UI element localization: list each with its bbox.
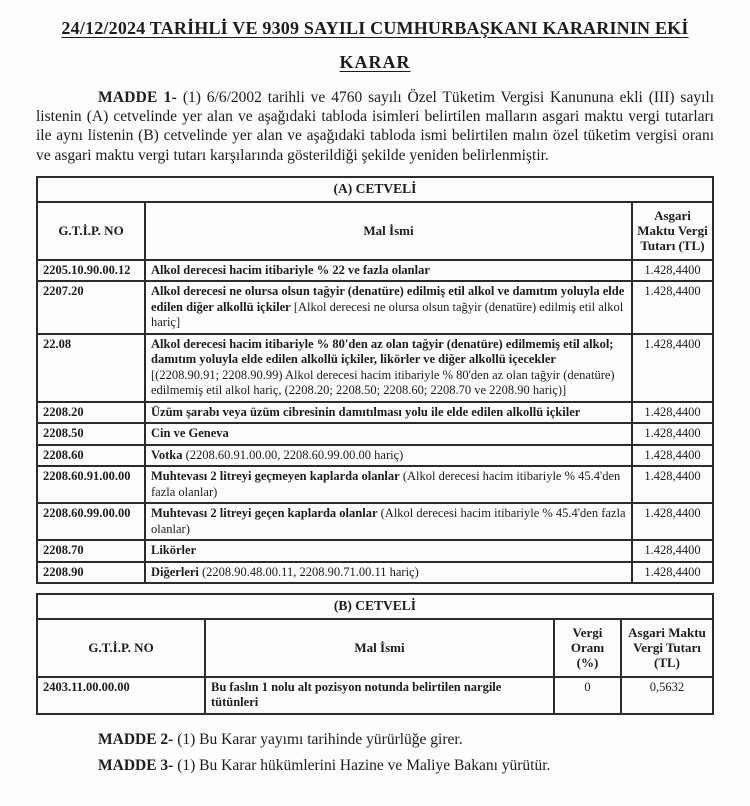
madde-3-label: MADDE 3- bbox=[98, 756, 174, 774]
mal-ismi-note: (Alkol derecesi hacim itibariyle % 45.4'den fazla olanlar) bbox=[151, 469, 621, 499]
mal-ismi-note: [Alkol derecesi ne olursa olsun tağyir (denatüre) edilmiş etil alkol hariç] bbox=[151, 299, 624, 330]
tutar-cell: 1.428,4400 bbox=[632, 466, 713, 503]
tutar-cell: 1.428,4400 bbox=[632, 334, 713, 402]
column-header-tutar-b: Asgari Maktu Vergi Tutarı (TL) bbox=[621, 619, 713, 677]
madde-2-paragraph bbox=[98, 728, 714, 752]
tutar-cell: 1.428,4400 bbox=[632, 503, 713, 540]
table-row bbox=[37, 402, 713, 424]
gtip-cell: 2207.20 bbox=[37, 281, 145, 334]
column-header-gtip-b: G.T.İ.P. NO bbox=[37, 619, 205, 677]
table-row bbox=[37, 540, 713, 562]
table-a-cetveli bbox=[36, 176, 714, 584]
gtip-cell: 2208.50 bbox=[37, 423, 145, 445]
mal-ismi-bold: Alkol derecesi hacim itibariyle % 80'den az olan tağyir (denatüre) edilmemiş etil alkol; damıtım yoluyla elde edilen alkollü içkiler, likörler ve diğer alkollü içecekler bbox=[151, 336, 614, 367]
table-row bbox=[37, 445, 713, 467]
tutar-cell: 0,5632 bbox=[621, 677, 713, 714]
tutar-cell: 1.428,4400 bbox=[632, 562, 713, 584]
mal-ismi-cell bbox=[145, 503, 632, 540]
mal-ismi-cell bbox=[145, 281, 632, 334]
tutar-cell: 1.428,4400 bbox=[632, 281, 713, 334]
tutar-cell: 1.428,4400 bbox=[632, 445, 713, 467]
madde-1-label: MADDE 1- bbox=[98, 89, 177, 106]
tutar-cell: 1.428,4400 bbox=[632, 540, 713, 562]
gtip-cell: 2208.60 bbox=[37, 445, 145, 467]
column-header-tutar-a: Asgari Maktu Vergi Tutarı (TL) bbox=[632, 202, 713, 260]
mal-ismi-cell bbox=[145, 402, 632, 424]
decree-title-karar: KARAR bbox=[339, 51, 411, 72]
mal-ismi-bold: Cin ve Geneva bbox=[151, 426, 229, 441]
mal-ismi-bold: Diğerleri bbox=[151, 564, 199, 579]
mal-ismi-cell bbox=[145, 540, 632, 562]
table-row bbox=[37, 334, 713, 402]
decree-title-line: 24/12/2024 TARİHLİ VE 9309 SAYILI CUMHURBAŞKANI KARARININ EKİ bbox=[61, 18, 689, 38]
mal-ismi-bold: Votka bbox=[151, 447, 183, 462]
gtip-cell: 2208.60.99.00.00 bbox=[37, 503, 145, 540]
mal-ismi-bold: Üzüm şarabı veya üzüm cibresinin damıtılması yolu ile elde edilen alkollü içkiler bbox=[151, 404, 581, 419]
table-row bbox=[37, 677, 713, 714]
mal-ismi-cell bbox=[145, 334, 632, 402]
gtip-cell: 2205.10.90.00.12 bbox=[37, 260, 145, 282]
table-a-caption: (A) CETVELİ bbox=[37, 177, 713, 202]
madde-1-paragraph bbox=[36, 88, 714, 165]
table-row bbox=[37, 562, 713, 584]
column-header-mal-ismi-a: Mal İsmi bbox=[145, 202, 632, 260]
column-header-gtip-a: G.T.İ.P. NO bbox=[37, 202, 145, 260]
table-row bbox=[37, 423, 713, 445]
mal-ismi-cell bbox=[145, 445, 632, 467]
mal-ismi-note: (2208.90.48.00.11, 2208.90.71.00.11 hariç) bbox=[198, 564, 419, 579]
table-row bbox=[37, 503, 713, 540]
tutar-cell: 1.428,4400 bbox=[632, 423, 713, 445]
mal-ismi-bold: Likörler bbox=[151, 543, 197, 558]
tutar-cell: 1.428,4400 bbox=[632, 402, 713, 424]
tutar-cell: 1.428,4400 bbox=[632, 260, 713, 282]
page-title bbox=[36, 17, 714, 73]
column-header-mal-ismi-b: Mal İsmi bbox=[205, 619, 554, 677]
mal-ismi-cell bbox=[145, 423, 632, 445]
mal-ismi-bold: Bu faslın 1 nolu alt pozisyon notunda belirtilen nargile tütünleri bbox=[211, 679, 502, 710]
mal-ismi-cell bbox=[205, 677, 554, 714]
table-row bbox=[37, 260, 713, 282]
gtip-cell: 22.08 bbox=[37, 334, 145, 402]
madde-2-text: (1) Bu Karar yayımı tarihinde yürürlüğe girer. bbox=[173, 730, 463, 748]
mal-ismi-cell bbox=[145, 466, 632, 503]
gtip-cell: 2208.60.91.00.00 bbox=[37, 466, 145, 503]
closing-articles bbox=[98, 728, 714, 778]
mal-ismi-bold: Muhtevası 2 litreyi geçen kaplarda olanlar bbox=[151, 506, 378, 521]
gtip-cell: 2208.20 bbox=[37, 402, 145, 424]
madde-1-text: (1) 6/6/2002 tarihli ve 4760 sayılı Özel Tüketim Vergisi Kanununa ekli (III) sayılı listenin (A) cetvelinde yer alan ve aşağıdaki tabloda isimleri belirtilen malların asgari maktu vergi tutarları ile aynı listenin (B) cetvelinde yer alan ve aşağıdaki tabloda ismi belirtilen malın özel tüketim vergisi oranı ve asgari maktu vergi tutarı karşılarında gösterildiği şekilde yeniden belirlenmiştir. bbox=[36, 89, 714, 164]
vergi-orani-cell: 0 bbox=[554, 677, 621, 714]
mal-ismi-note: [(2208.90.91; 2208.90.99) Alkol derecesi hacim itibariyle % 80'den az olan tağyir (denatüre) edilmemiş etil alkol hariç, (2208.20; 2208.50; 2208.60; 2208.70 ve 2208.90 hariç)] bbox=[151, 367, 615, 398]
column-header-vergi-orani-b: Vergi Oranı (%) bbox=[554, 619, 621, 677]
gtip-cell: 2208.90 bbox=[37, 562, 145, 584]
gtip-cell: 2403.11.00.00.00 bbox=[37, 677, 205, 714]
gtip-cell: 2208.70 bbox=[37, 540, 145, 562]
mal-ismi-bold: Muhtevası 2 litreyi geçmeyen kaplarda olanlar bbox=[151, 469, 400, 484]
mal-ismi-cell bbox=[145, 562, 632, 584]
mal-ismi-bold: Alkol derecesi ne olursa olsun tağyir (denatüre) edilmiş etil alkol ve damıtım yoluyla elde edilen diğer alkollü içkiler bbox=[151, 284, 625, 314]
table-row bbox=[37, 281, 713, 334]
table-b-caption: (B) CETVELİ bbox=[37, 594, 713, 619]
mal-ismi-cell bbox=[145, 260, 632, 282]
table-row bbox=[37, 466, 713, 503]
madde-3-paragraph bbox=[98, 754, 714, 778]
mal-ismi-note: (2208.60.91.00.00, 2208.60.99.00.00 hariç) bbox=[182, 447, 404, 462]
mal-ismi-bold: Alkol derecesi hacim itibariyle % 22 ve fazla olanlar bbox=[151, 262, 430, 277]
mal-ismi-note: (Alkol derecesi hacim itibariyle % 45.4'den fazla olanlar) bbox=[151, 506, 626, 536]
madde-3-text: (1) Bu Karar hükümlerini Hazine ve Maliye Bakanı yürütür. bbox=[173, 756, 551, 774]
madde-2-label: MADDE 2- bbox=[98, 730, 174, 748]
table-b-cetveli bbox=[36, 593, 714, 715]
